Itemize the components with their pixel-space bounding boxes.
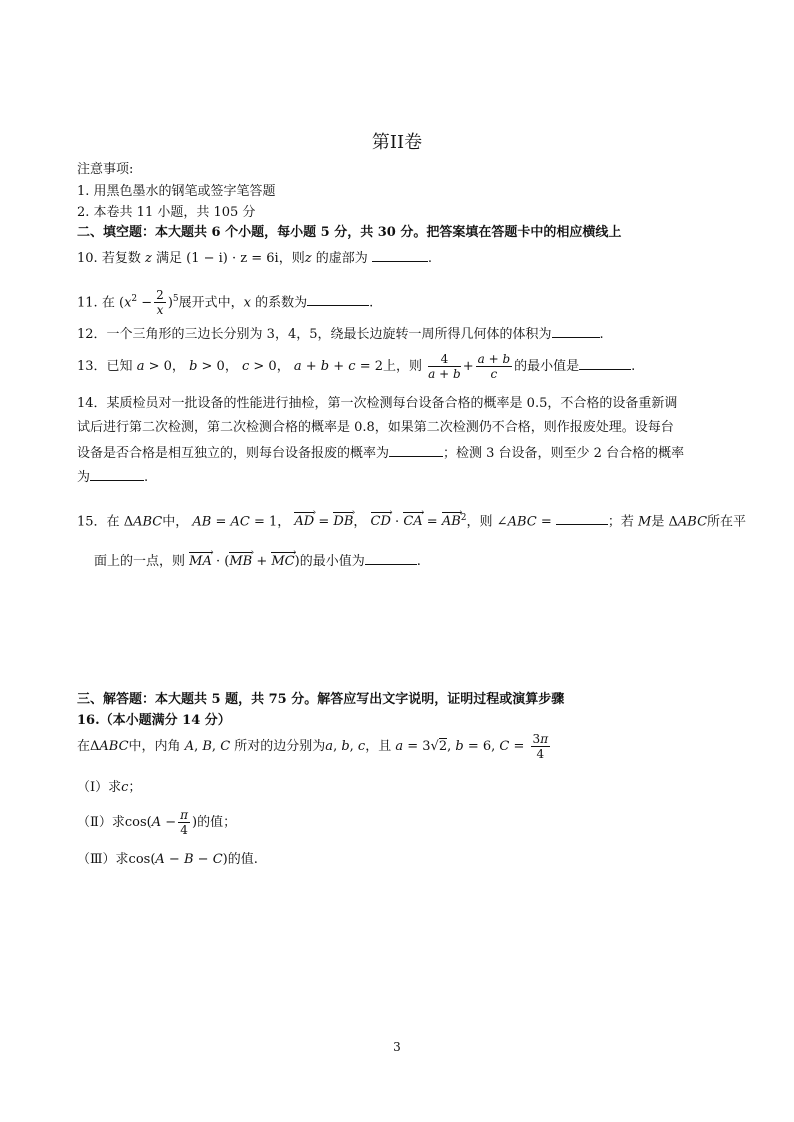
notes-item-2: 2. 本卷共 11 小题，共 105 分 [77, 205, 256, 220]
answer-blank[interactable] [372, 249, 428, 262]
q16-fraction: $\frac{3\pi}{4}$ [532, 732, 549, 761]
page-number: 3 [393, 1040, 401, 1054]
question-16-part-3: （Ⅲ）求cos(A − B − C)的值. [77, 852, 258, 867]
answer-blank[interactable] [552, 325, 600, 338]
question-14-line-1: 14．某质检员对一批设备的性能进行抽检，第一次检测每台设备合格的概率是 0.5，不合格的设备重新调 [77, 396, 678, 411]
question-14-line-3: 设备是否合格是相互独立的，则每台设备报废的概率为 ；检测 3 台设备，则至少 2 台合格的概率 [77, 446, 685, 461]
notes-item-1: 1. 用黑色墨水的钢笔或签字笔答题 [77, 184, 276, 199]
q16-part2-fraction: $\frac{\pi}{4}$ [180, 808, 189, 837]
question-15-line-2: 面上的一点，则 MA › · (MB › + MC ›)的最小值为 . [94, 552, 421, 570]
q11-fraction: $\frac{2}{x}$ [156, 288, 164, 318]
question-16-part-2: （Ⅱ）求cos(A − $\frac{\pi}{4}$ )的值； [77, 808, 237, 837]
answer-blank[interactable] [307, 293, 369, 306]
answer-blank[interactable] [90, 468, 144, 481]
question-14-line-2: 试后进行第二次检测，第二次检测合格的概率是 0.8，如果第二次检测仍不合格，则作报废处理。设每台 [77, 420, 674, 435]
question-13: 13．已知 a > 0， b > 0， c > 0， a + b + c = 2上，则 $\frac{4}{a + b}$ + $\frac{a + b}{c}$ 的最小值是 . [77, 352, 636, 381]
answer-blank[interactable] [556, 512, 608, 525]
answer-blank[interactable] [365, 552, 417, 565]
question-16-heading: 16.（本小题满分 14 分） [77, 713, 231, 728]
notes-heading: 注意事项: [77, 162, 134, 177]
question-11: 11. 在 ($x^2$ − $\frac{2}{x}$ )$^5$展开式中，x 的系数为 . [77, 288, 374, 318]
q13-fraction-2: $\frac{a + b}{c}$ [477, 352, 511, 381]
part3-heading: 三、解答题：本大题共 5 题，共 75 分。解答应写出文字说明，证明过程或演算步骤 [77, 692, 565, 707]
question-14-line-4: 为 . [77, 470, 149, 485]
answer-blank[interactable] [389, 444, 443, 457]
question-10: 10. 若复数 z 满足 (1 − i) · z = 6i，则z 的虚部为 . [77, 251, 433, 266]
question-16-part-1: （Ⅰ）求c； [77, 780, 142, 795]
q13-fraction-1: $\frac{4}{a + b}$ [428, 352, 461, 381]
answer-blank[interactable] [579, 357, 631, 370]
section-title: 第II卷 [371, 132, 423, 153]
question-15-line-1: 15．在 ΔABC中， AB = AC = 1， AD › = DB ›， CD › · CA › = AB ›$^2$，则 ∠ABC = ；若 M是 ΔABC所在平 [77, 510, 746, 530]
part2-heading: 二、填空题：本大题共 6 个小题，每小题 5 分，共 30 分。把答案填在答题卡中的相应横线上 [77, 225, 622, 240]
question-16-stem: 在ΔABC中，内角 A, B, C 所对的边分别为a, b, c，且 a = 3√2, b = 6, C = $\frac{3\pi}{4}$ [77, 732, 549, 761]
q10-expression: (1 − i) · z = 6i [186, 251, 279, 266]
question-12: 12．一个三角形的三边长分别为 3，4，5，绕最长边旋转一周所得几何体的体积为 . [77, 327, 604, 342]
